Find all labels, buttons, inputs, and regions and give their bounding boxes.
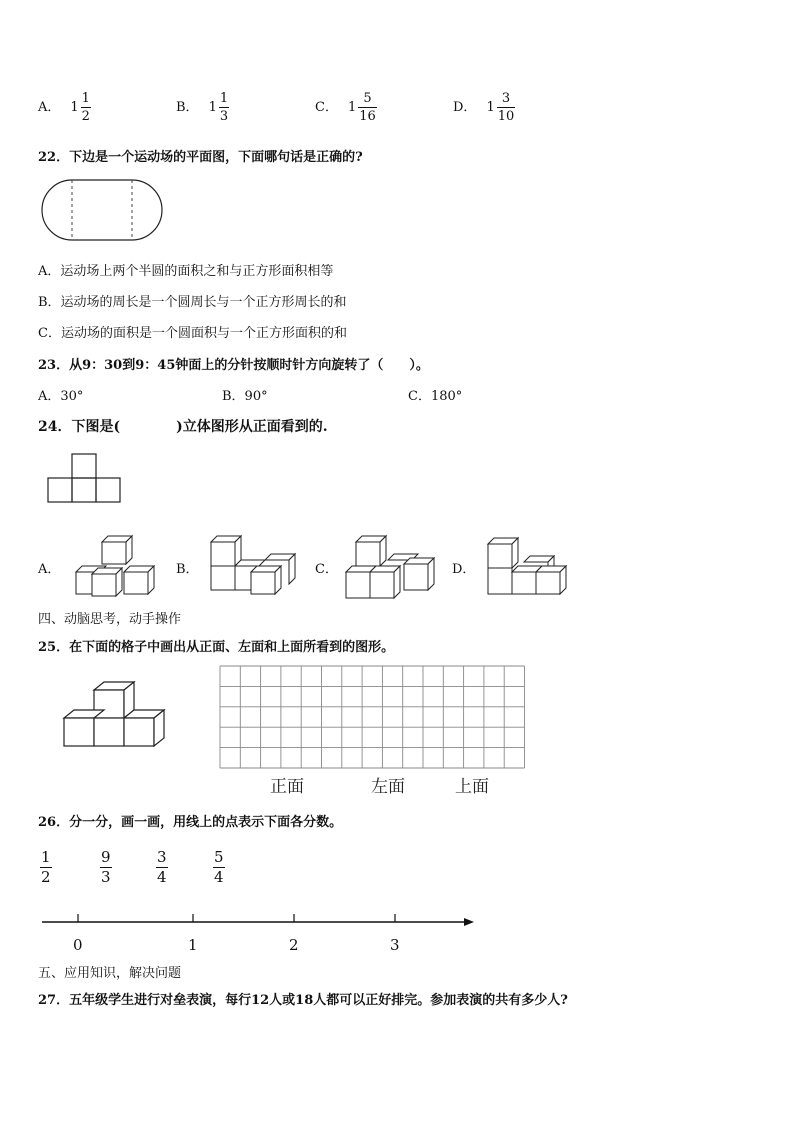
q21-options bbox=[38, 92, 598, 132]
q25-cube-figure bbox=[62, 680, 168, 750]
q24-option-b-cubes bbox=[207, 534, 299, 596]
q21-option-d bbox=[453, 92, 515, 123]
tick-label-2: 2 bbox=[289, 936, 299, 954]
q24-question: 24．下图是( )立体图形从正面看到的. bbox=[38, 419, 328, 435]
q24-option-d-label: D． bbox=[452, 562, 476, 577]
option-label: D． bbox=[453, 100, 477, 115]
denominator: 16 bbox=[359, 109, 376, 124]
numerator: 1 bbox=[81, 91, 90, 106]
tick-label-3: 3 bbox=[390, 936, 400, 954]
denominator: 4 bbox=[214, 868, 224, 886]
whole-number: 1 bbox=[486, 100, 495, 115]
q24-option-a-cubes bbox=[70, 532, 166, 598]
q23-question: 23．从9：30到9：45钟面上的分针按顺时针方向旋转了（ ）。 bbox=[38, 358, 429, 373]
numerator: 5 bbox=[363, 91, 372, 106]
grid-label-front: 正面 bbox=[270, 777, 304, 797]
q24-option-c-cubes bbox=[344, 534, 444, 600]
denominator: 2 bbox=[41, 868, 51, 886]
q23-option-c: C．180° bbox=[408, 389, 463, 404]
q26-fraction-3 bbox=[156, 850, 168, 885]
numerator: 3 bbox=[157, 848, 167, 866]
tick-label-0: 0 bbox=[73, 936, 83, 954]
q26-fraction-2 bbox=[100, 850, 112, 885]
q21-option-c bbox=[315, 92, 377, 123]
q22-question: 22．下边是一个运动场的平面图，下面哪句话是正确的? bbox=[38, 150, 363, 165]
option-label: C． bbox=[315, 100, 338, 115]
option-label: A． bbox=[38, 100, 61, 115]
q25-question: 25．在下面的格子中画出从正面、左面和上面所看到的图形。 bbox=[38, 640, 395, 655]
denominator: 4 bbox=[157, 868, 167, 886]
grid-label-top: 上面 bbox=[455, 777, 489, 797]
numerator: 3 bbox=[501, 91, 511, 106]
q24-option-c-label: C． bbox=[315, 562, 338, 577]
q24-option-b-label: B． bbox=[176, 562, 199, 577]
tick-label-1: 1 bbox=[188, 936, 198, 954]
number-line[interactable] bbox=[40, 912, 480, 932]
q24-option-d-cubes bbox=[484, 536, 576, 598]
q23-option-b: B．90° bbox=[222, 389, 268, 404]
section-4-heading: 四、动脑思考，动手操作 bbox=[38, 612, 182, 627]
q26-fraction-4 bbox=[213, 850, 225, 885]
option-label: B． bbox=[176, 100, 199, 115]
front-view-diagram bbox=[48, 453, 122, 503]
denominator: 3 bbox=[101, 868, 111, 886]
q22-option-c: C．运动场的面积是一个圆面积与一个正方形面积的和 bbox=[38, 326, 347, 341]
denominator: 3 bbox=[219, 109, 229, 124]
q21-option-b bbox=[176, 92, 229, 123]
q21-option-a bbox=[38, 92, 91, 123]
q22-option-a: A．运动场上两个半圆的面积之和与正方形面积相等 bbox=[38, 264, 334, 279]
q27-question: 27．五年级学生进行对垒表演，每行12人或18人都可以正好排完。参加表演的共有多少人? bbox=[38, 993, 568, 1008]
numerator: 1 bbox=[41, 848, 51, 866]
q26-fraction-1 bbox=[40, 850, 52, 885]
section-5-heading: 五、应用知识，解决问题 bbox=[38, 966, 182, 981]
whole-number: 1 bbox=[70, 100, 79, 115]
denominator: 2 bbox=[81, 109, 90, 124]
stadium-diagram bbox=[40, 178, 166, 242]
denominator: 10 bbox=[497, 109, 515, 124]
numerator: 9 bbox=[101, 848, 111, 866]
whole-number: 1 bbox=[208, 100, 217, 115]
q24-option-a-label: A． bbox=[38, 562, 61, 577]
whole-number: 1 bbox=[347, 100, 357, 115]
q25-drawing-grid[interactable] bbox=[219, 665, 525, 769]
numerator: 5 bbox=[214, 848, 224, 866]
q23-option-a: A．30° bbox=[38, 389, 84, 404]
grid-label-left: 左面 bbox=[371, 777, 405, 797]
q22-option-b: B．运动场的周长是一个圆周长与一个正方形周长的和 bbox=[38, 295, 347, 310]
q26-question: 26．分一分，画一画，用线上的点表示下面各分数。 bbox=[38, 815, 343, 830]
numerator: 1 bbox=[219, 91, 229, 106]
